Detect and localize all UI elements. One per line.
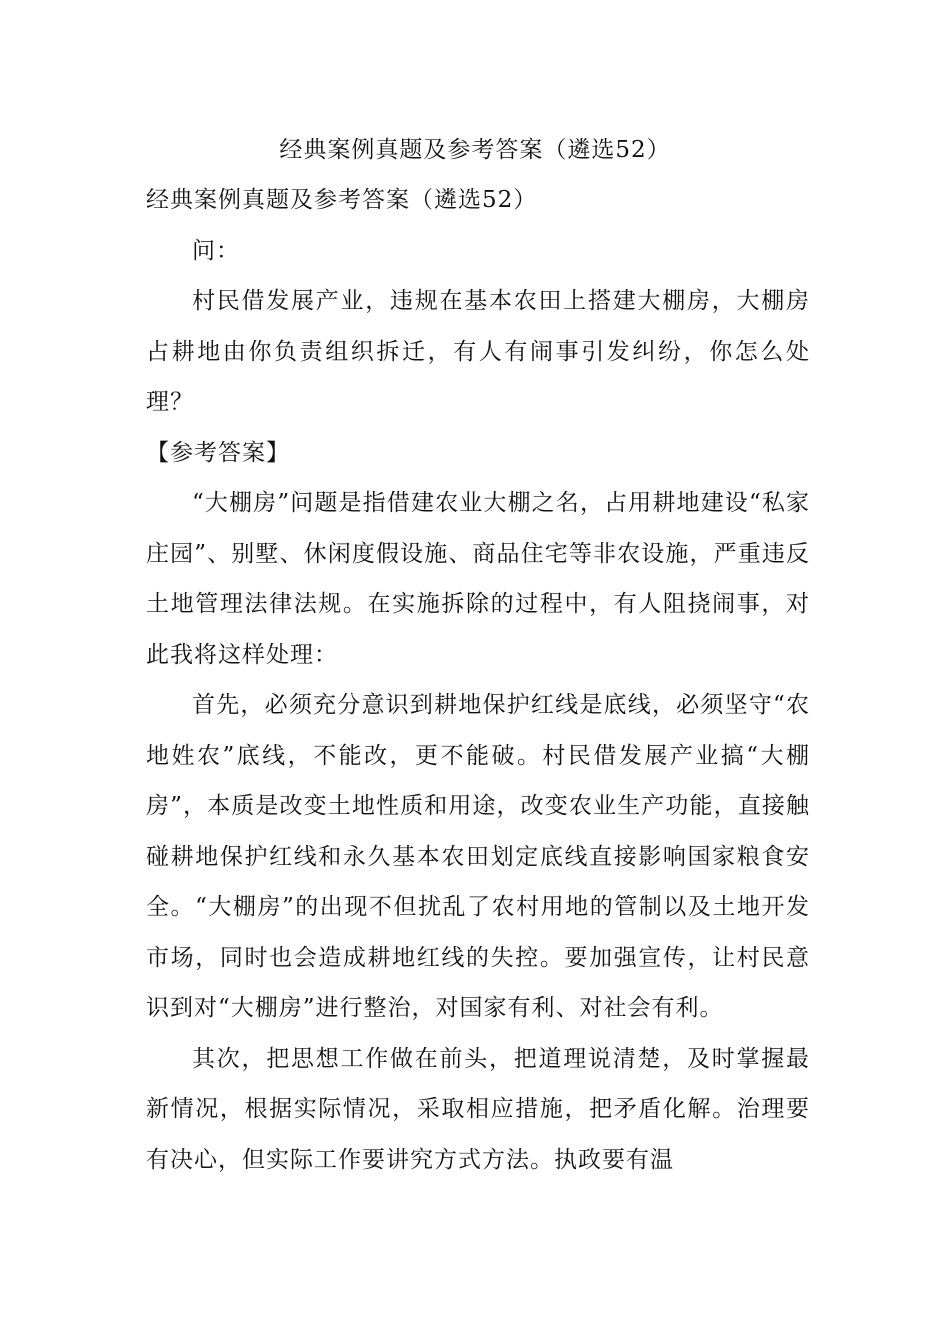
answer-paragraph-intro: “大棚房”问题是指借建农业大棚之名，占用耕地建设“私家庄园”、别墅、休闲度假设施、商品住宅等非农设施，严重违反土地管理法律法规。在实施拆除的过程中，有人阻挠闹事，对此我将这样处理： [146,490,810,668]
document-title: 经典案例真题及参考答案（遴选52） [279,137,671,163]
document-body [146,175,810,1185]
document-subtitle: 经典案例真题及参考答案（遴选52） [146,187,538,213]
answer-paragraph-first: 首先，必须充分意识到耕地保护红线是底线，必须坚守“农地姓农”底线，不能改，更不能破。村民借发展产业搞“大棚房”，本质是改变土地性质和用途，改变农业生产功能，直接触碰耕地保护红线和永久基本农田划定底线直接影响国家粮食安全。“大棚房”的出现不但扰乱了农村用地的管制以及土地开发市场，同时也会造成耕地红线的失控。要加强宣传，让村民意识到对“大棚房”进行整治，对国家有利、对社会有利。 [146,692,810,1021]
answer-paragraph-second: 其次，把思想工作做在前头，把道理说清楚，及时掌握最新情况，根据实际情况，采取相应措施，把矛盾化解。治理要有决心，但实际工作要讲究方式方法。执政要有温 [146,1045,810,1173]
answer-heading: 【参考答案】 [146,439,290,466]
question-text: 村民借发展产业，违规在基本农田上搭建大棚房，大棚房占耕地由你负责组织拆迁，有人有闹事引发纠纷，你怎么处理？ [146,288,810,415]
question-label: 问： [192,237,240,264]
